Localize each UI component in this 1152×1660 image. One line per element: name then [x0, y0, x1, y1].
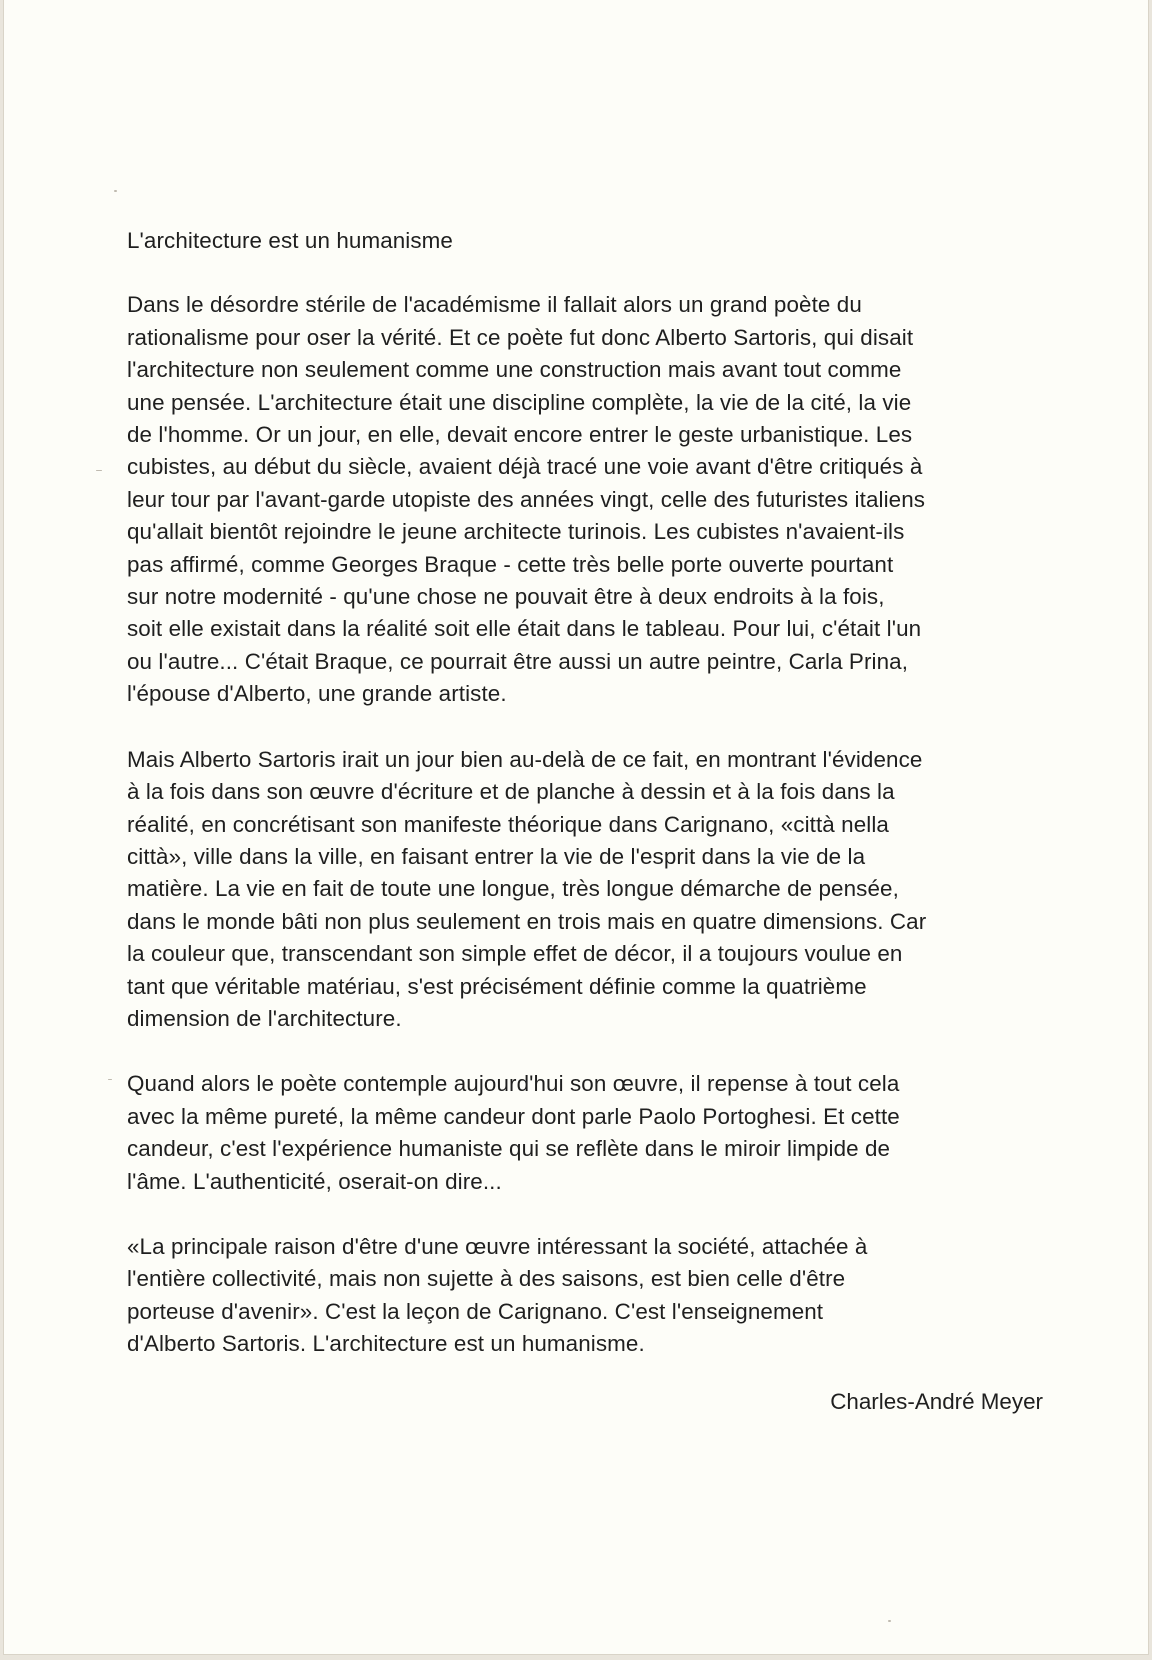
text-line: candeur, c'est l'expérience humaniste qui se reflète dans le miroir limpide de [127, 1136, 891, 1162]
essay-body [127, 225, 1062, 1394]
paragraph [127, 1068, 1062, 1198]
text-line: soit elle existait dans la réalité soit elle était dans le tableau. Pour lui, c'était l'un [127, 616, 922, 642]
text-line: une pensée. L'architecture était une discipline complète, la vie de la cité, la vie [127, 389, 912, 415]
text-line: l'âme. L'authenticité, oserait-on dire... [127, 1168, 502, 1194]
text-line: leur tour par l'avant-garde utopiste des années vingt, celle des futuristes italiens [127, 486, 926, 512]
text-line: dans le monde bâti non plus seulement en trois mais en quatre dimensions. Car [127, 908, 927, 934]
text-line: ou l'autre... C'était Braque, ce pourrait être aussi un autre peintre, Carla Prina, [127, 648, 909, 674]
text-line: cubistes, au début du siècle, avaient déjà tracé une voie avant d'être critiqués à [127, 454, 923, 480]
text-line: la couleur que, transcendant son simple effet de décor, il a toujours voulue en [127, 941, 903, 967]
text-line: qu'allait bientôt rejoindre le jeune architecte turinois. Les cubistes n'avaient-ils [127, 519, 905, 545]
author-signature: Charles-André Meyer [830, 1389, 1043, 1414]
paper-speck [114, 190, 117, 192]
document-title: L'architecture est un humanisme [127, 228, 453, 253]
paper-speck [108, 1079, 112, 1080]
text-line: l'épouse d'Alberto, une grande artiste. [127, 681, 507, 707]
text-line: tant que véritable matériau, s'est précisément définie comme la quatrième [127, 973, 867, 999]
text-line: dimension de l'architecture. [127, 1005, 402, 1031]
text-line: pas affirmé, comme Georges Braque - cette très belle porte ouverte pourtant [127, 551, 894, 577]
text-line: à la fois dans son œuvre d'écriture et de planche à dessin et à la fois dans la [127, 779, 895, 805]
text-line: Mais Alberto Sartoris irait un jour bien au-delà de ce fait, en montrant l'évidence [127, 746, 923, 772]
paragraph-list [127, 289, 1062, 1360]
paper-speck [96, 470, 102, 471]
document-page [4, 0, 1148, 1654]
text-line: Quand alors le poète contemple aujourd'hui son œuvre, il repense à tout cela [127, 1071, 900, 1097]
text-line: de l'homme. Or un jour, en elle, devait encore entrer le geste urbanistique. Les [127, 422, 913, 448]
text-line: avec la même pureté, la même candeur dont parle Paolo Portoghesi. Et cette [127, 1103, 900, 1129]
text-line: Dans le désordre stérile de l'académisme il fallait alors un grand poète du [127, 292, 862, 318]
text-line: città», ville dans la ville, en faisant entrer la vie de l'esprit dans la vie de la [127, 843, 866, 869]
paragraph [127, 744, 1062, 1036]
paragraph [127, 289, 1062, 710]
text-line: l'architecture non seulement comme une construction mais avant tout comme [127, 357, 902, 383]
text-line: d'Alberto Sartoris. L'architecture est un humanisme. [127, 1331, 645, 1357]
text-line: rationalisme pour oser la vérité. Et ce poète fut donc Alberto Sartoris, qui disait [127, 324, 914, 350]
paper-speck [888, 1620, 891, 1622]
text-line: matière. La vie en fait de toute une longue, très longue démarche de pensée, [127, 876, 899, 902]
paragraph [127, 1231, 1062, 1361]
text-line: l'entière collectivité, mais non sujette à des saisons, est bien celle d'être [127, 1266, 846, 1292]
text-line: «La principale raison d'être d'une œuvre intéressant la société, attachée à [127, 1233, 868, 1259]
text-line: porteuse d'avenir». C'est la leçon de Carignano. C'est l'enseignement [127, 1298, 824, 1324]
text-line: réalité, en concrétisant son manifeste théorique dans Carignano, «città nella [127, 811, 889, 837]
text-line: sur notre modernité - qu'une chose ne pouvait être à deux endroits à la fois, [127, 584, 885, 610]
